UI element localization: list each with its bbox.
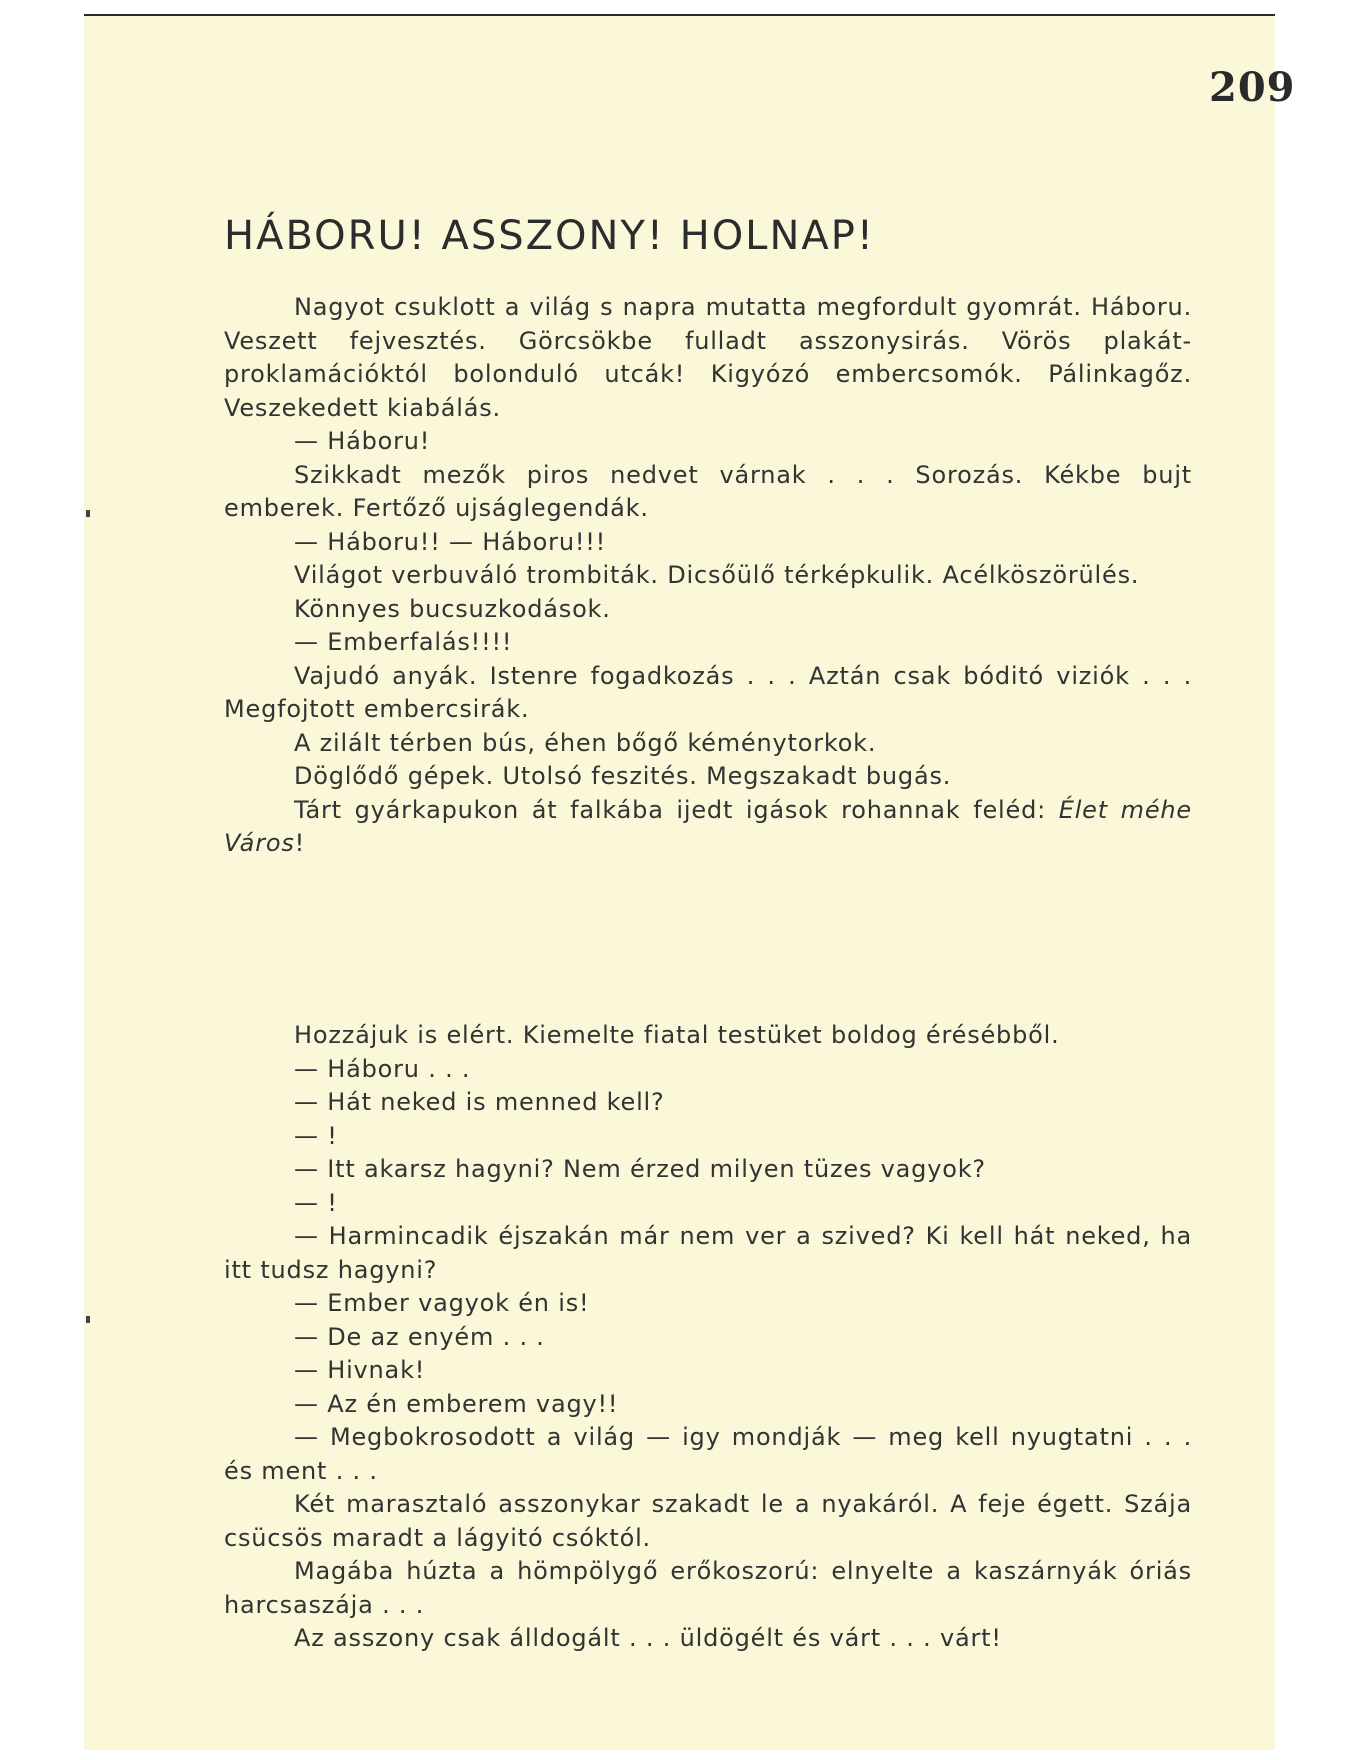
dialogue-line: — Háboru . . . [294, 1054, 471, 1083]
paragraph: Vajudó anyák. Istenre fogadkozás . . . Aztán csak bóditó viziók . . . Megfojtott embercsirák. [224, 661, 1192, 723]
dialogue-line: — Emberfalás!!!! [294, 628, 513, 656]
paragraph: Döglődő gépek. Utolsó feszités. Megszakadt bugás. [294, 762, 952, 790]
paragraph: Az asszony csak álldogált . . . üldögélt és várt . . . várt! [294, 1624, 1002, 1652]
paragraph: Szikkadt mezők piros nedvet várnak . . . Sorozás. Kékbe bujt emberek. Fertőző ujságlegendák. [224, 460, 1192, 522]
book-page [84, 14, 1296, 1750]
paragraph-text: Tárt gyárkapukon át falkába ijedt igások rohannak feléd: [294, 795, 1059, 824]
paragraph-final [224, 794, 1192, 861]
dialogue-line: — Hivnak! [294, 1356, 426, 1384]
dialogue-line: — ! [294, 1121, 338, 1150]
page-number: 209 [1209, 64, 1296, 111]
dialogue-line: — De az enyém . . . [294, 1322, 545, 1351]
paragraph: Nagyot csuklott a világ s napra mutatta megfordult gyomrát. Háboru. Veszett fejvesztés. Görcsökbe fulladt asszonysirás. Vörös plakát-proklamációktól bolonduló utcák! Kigyózó embercsomók. Pálinkagőz. Veszekedett kiabálás. [224, 293, 1192, 422]
margin-mark [86, 1316, 90, 1323]
paragraph: A zilált térben bús, éhen bőgő kéménytorkok. [294, 728, 877, 757]
paragraph: — Megbokrosodott a világ — igy mondják — meg kell nyugtatni . . . és ment . . . [224, 1423, 1192, 1485]
emphasized-text: Élet méhe Város [224, 795, 1192, 857]
dialogue-line: — Hát neked is menned kell? [294, 1088, 665, 1116]
section-two [224, 1019, 1192, 1656]
paragraph-end: ! [294, 829, 306, 857]
paragraph: Világot verbuváló trombiták. Dicsőülő térképkulik. Acélköszörülés. [294, 561, 1140, 589]
dialogue-line: — Itt akarsz hagyni? Nem érzed milyen tüzes vagyok? [294, 1155, 986, 1183]
paragraph: Két marasztaló asszonykar szakadt le a nyakáról. A feje égett. Szája csücsös maradt a lágyitó csóktól. [224, 1490, 1192, 1552]
paragraph: Magába húzta a hömpölygő erőkoszorú: elnyelte a kaszárnyák óriás harcsaszája . . . [224, 1557, 1192, 1619]
paragraph: Hozzájuk is elért. Kiemelte fiatal testüket boldog érésébből. [294, 1021, 1060, 1049]
paragraph: — Harmincadik éjszakán már nem ver a szived? Ki kell hát neked, ha itt tudsz hagyni? [224, 1222, 1192, 1284]
section-one [224, 291, 1192, 861]
dialogue-line: — Háboru! [294, 427, 431, 455]
dialogue-line: — Ember vagyok én is! [294, 1289, 590, 1317]
dialogue-line: — ! [294, 1188, 338, 1217]
paragraph: Könnyes bucsuzkodások. [294, 594, 611, 623]
dialogue-line: — Háboru!! — Háboru!!! [294, 527, 607, 556]
margin-mark [86, 510, 90, 517]
dialogue-line: — Az én emberem vagy!! [294, 1389, 619, 1418]
chapter-title: HÁBORU! ASSZONY! HOLNAP! [224, 212, 875, 259]
